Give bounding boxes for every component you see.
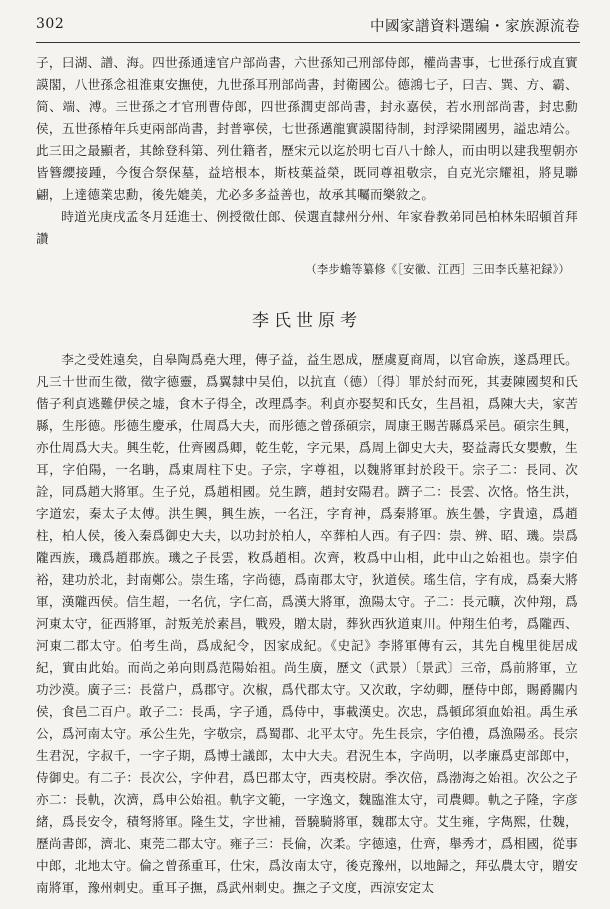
header-divider [36, 42, 580, 43]
body-paragraph-2: 時道光庚戌孟冬月廷進士、例授徵仕郎、侯選直隸州分州、年家眷教弟同邑柏林朱昭頓首拜讚 [36, 209, 578, 246]
page-body [36, 52, 578, 899]
source-citation: （李步蟾等纂修《［安徽、江西］三田李氏墓祀録》） [305, 263, 570, 276]
page-header [36, 12, 580, 40]
section-paragraph: 李之受姓遠矣，自皋陶爲堯大理，傳子益，益生恩成，歷虞夏商周，以官命族，遂爲理氏。凡三十世而生徵，徵字德靈，爲翼隸中吴伯，以抗直（德）〔得〕罪於紂而死，其妻陳國契和氏偕子利貞逃難伊侯之墟，食木子得全，改理爲李。利貞亦娶契和氏女，生昌祖，爲陳大夫，家苦縣，生彤德。彤德生慶承，仕周爲大夫，而彤德之曾孫碩宗，周康王賜苦縣爲采邑。碩宗生興，亦仕周爲大夫。興生乾，仕齊國爲卿，乾生乾，字元果，爲周上御史大夫，娶益壽氏女嬰敷，生耳，字伯陽，一名聃，爲東周柱下史。子宗，字尊祖，以魏將軍封於段干。宗子二：長同、次詮，同爲趙大將軍。生子兑，爲趙相國。兑生躋，趙封安陽君。躋子二：長雲、次恪。恪生洪，字道宏，秦太子太傅。洪生興，興生族，一名汪，字育神，爲秦將軍。族生曇，字貴遠，爲趙柱，柏人侯，後入秦爲御史大夫，以功封於柏人，卒葬柏人西。有子四：崇、辨、昭、璣。崇爲隴西族，璣爲趙郡族。璣之子長雲，敉爲趙相。次齊，敉爲中山相，此中山之始祖也。崇字伯裕，建功於北，封南鄭公。崇生瑤，字尚德，爲南郡太守，狄道侯。瑤生信，字有成，爲秦大將軍，漢隴西侯。信生超，一名伉，字仁高，爲漢大將軍，漁陽太守。子二：長元曠，次仲翔，爲河東太守，征西將軍，討叛羌於素昌，戰殁，贈太尉，葬狄西狄道東川。仲翔生伯考，爲隴西、河東二郡太守。伯考生尚，爲成紀令，因家成紀。《史記》李將軍傳有云，其先自槐里徙居成紀，實由此始。而尚之弟向則爲范陽始祖。尚生廣，歷文（武景）〔景武〕三帝，爲前將軍，立功沙漠。廣子三：長當户，爲郡守。次椒，爲代郡太守。又次敢，字幼卿，歷侍中郎，賜爵關内侯，食邑二百户。敢子二：長禹，字子通，爲侍中，事載漢史。次忠，爲頓邱須血始祖。禹生承公，爲河南太守。承公生先，字敬宗，爲蜀郡、北平太守。先生長宗，字伯禮，爲漁陽丞。長宗生君況，字叔千，一字子期，爲博士議郎，太中大夫。君況生本，字尚明，以孝廉爲吏部郎中，侍御史。有二子：長次公，字仲君，爲巴郡太守，西夷校尉。季次倍，爲渤海之始祖。次公之子亦二：長軌，次濟，爲申公始祖。軌字文範，一字逸文，魏臨淮太守，司農卿。軌之子隆，字彦緒，爲長安令，積弩將軍。隆生艾，字世補，晉驍騎將軍，魏郡太守。艾生雍，字雋熙，仕魏，歷尚書郎，濟北、東莞二郡太守。雍子三：長倫，次柔。字德遠，仕齊，舉秀才，爲相國，從事中郎，北地太守。倫之曾孫重耳，仕宋，爲汝南太守，後克豫州，以地歸之，拜弘農太守，贈安南將軍，豫州刺史。重耳子撫，爲武州刺史。撫之子文度，西涼安定太 [36, 352, 578, 895]
running-title: 中國家譜資料選编・家族源流卷 [370, 19, 580, 35]
section-title: 李氏世原考 [252, 311, 362, 331]
body-paragraph-1: 子，曰湖、譜、海。四世孫通達官户部尚書，六世孫知己刑部侍郎，權尚書事，七世孫行成直實謨閣，八世孫念祖淮東安撫使，九世孫耳刑部尚書，封衛國公。德鴻七子，曰吉、巽、方、霸、简、端、溥。三世孫之才官刑曹侍郎，四世孫潤吏部尚書，封永嘉侯，若水刑部尚書，封忠勳侯，五世孫椿年兵吏兩部尚書，封普寧侯，七世孫邁龍實謨閣待制，封浮梁開國男，謚忠靖公。此三田之最顯者，其餘登科第、列仕籍者，歷宋元以迄於明七百八十餘人，而由明以建我聖朝亦皆簪纓接踵，今復合祭保墓，益培根本，斯枝葉益榮，既同尊祖敬宗，自克光宗耀祖，將見聯翩，上達德業忠勳，後先媲美，尤必多多益善也，故承其囑而樂敘之。 [36, 55, 578, 202]
page-number: 302 [36, 16, 65, 32]
